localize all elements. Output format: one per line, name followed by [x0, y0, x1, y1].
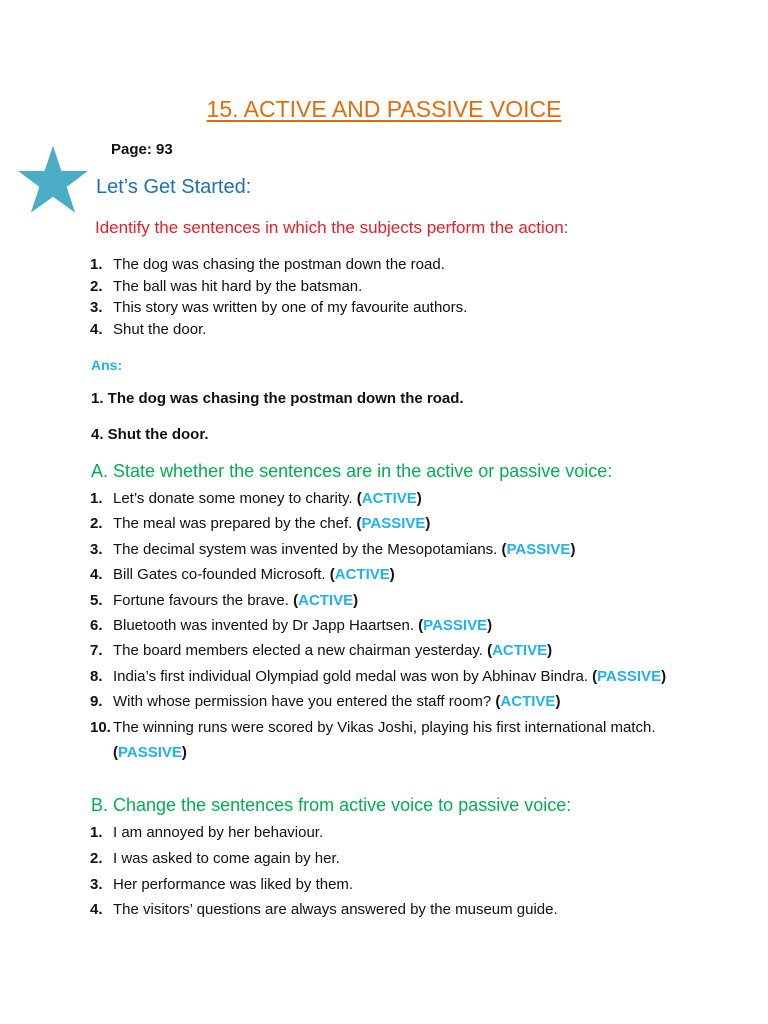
voice-tag: ACTIVE [298, 591, 354, 609]
item-text: India’s first individual Olympiad gold medal was won by Abhinav Bindra. [113, 667, 593, 685]
item-text: Bluetooth was invented by Dr Japp Haartsen. [113, 617, 419, 635]
item-number: 9. [90, 693, 103, 711]
item-number: 7. [90, 642, 103, 660]
answer-line: 4. Shut the door. [91, 426, 209, 443]
list-item: 3. The decimal system was invented by the Mesopotamians. (PASSIVE) [90, 537, 673, 562]
voice-tag: ACTIVE [500, 693, 556, 711]
identify-heading: Identify the sentences in which the subjects perform the action: [95, 218, 569, 237]
list-item [90, 846, 558, 872]
star-icon [14, 142, 92, 218]
item-text: The visitors’ questions are always answered by the museum guide. [113, 901, 558, 919]
voice-tag: PASSIVE [118, 744, 182, 762]
page-title: 15. ACTIVE AND PASSIVE VOICE [206, 96, 562, 122]
item-text: Her performance was liked by them. [113, 875, 354, 893]
list-item: 6. Bluetooth was invented by Dr Japp Haartsen. (PASSIVE) [90, 613, 673, 638]
lets-get-started-heading: Let’s Get Started: [96, 176, 252, 198]
item-number: 2. [90, 515, 103, 533]
item-text: The meal was prepared by the chef. [113, 515, 357, 533]
item-number: 2. [90, 277, 103, 295]
item-text: Let’s donate some money to charity. [113, 490, 357, 507]
item-number: 10. [90, 718, 111, 736]
list-item: 10. The winning runs were scored by Vikas Joshi, playing his first international match. (PASSIVE) [90, 715, 673, 766]
list-item [90, 276, 467, 298]
list-item: 7. The board members elected a new chairman yesterday. (ACTIVE) [90, 638, 673, 663]
voice-tag: PASSIVE [597, 667, 662, 685]
item-text: I was asked to come again by her. [113, 849, 340, 867]
section-b-heading: B. Change the sentences from active voice to passive voice: [91, 795, 572, 815]
identify-list [90, 254, 467, 340]
item-text: The ball was hit hard by the batsman. [113, 277, 363, 295]
item-number: 8. [90, 667, 103, 685]
item-number: 3. [90, 299, 103, 317]
item-number: 4. [90, 320, 103, 338]
list-item: 8. India’s first individual Olympiad gold medal was won by Abhinav Bindra. (PASSIVE) [90, 664, 673, 689]
item-number: 1. [90, 256, 103, 273]
voice-tag: ACTIVE [492, 642, 548, 660]
answer-label: Ans: [91, 357, 123, 373]
item-text: Bill Gates co-founded Microsoft. [113, 566, 330, 584]
item-text: Shut the door. [113, 320, 207, 338]
answer-line: 1. The dog was chasing the postman down the road. [91, 390, 464, 407]
voice-tag: PASSIVE [423, 617, 488, 635]
item-text: The dog was chasing the postman down the road. [113, 256, 445, 273]
list-item [90, 297, 467, 319]
item-number: 2. [90, 849, 103, 867]
item-number: 3. [90, 875, 103, 893]
item-text: With whose permission have you entered the staff room? [113, 693, 496, 711]
item-text: This story was written by one of my favourite authors. [113, 299, 468, 317]
list-item: 9. With whose permission have you entered the staff room? (ACTIVE) [90, 689, 673, 714]
section-a-list [90, 486, 673, 765]
voice-tag: ACTIVE [361, 490, 417, 507]
voice-tag: PASSIVE [506, 540, 571, 558]
section-a-heading: A. State whether the sentences are in the active or passive voice: [91, 461, 613, 481]
item-number: 4. [90, 901, 103, 919]
list-item [90, 254, 467, 276]
item-text: Fortune favours the brave. [113, 591, 294, 609]
list-item: 1. Let’s donate some money to charity. (ACTIVE) [90, 486, 673, 511]
star-shape [18, 146, 88, 213]
item-number: 3. [90, 540, 103, 558]
item-number: 1. [90, 490, 103, 507]
item-number: 4. [90, 566, 103, 584]
list-item: 5. Fortune favours the brave. (ACTIVE) [90, 588, 673, 613]
voice-tag: PASSIVE [361, 515, 426, 533]
list-item [90, 897, 558, 923]
list-item: 2. The meal was prepared by the chef. (PASSIVE) [90, 511, 673, 536]
voice-tag: ACTIVE [334, 566, 390, 584]
list-item [90, 872, 558, 898]
item-number: 6. [90, 617, 103, 635]
list-item [90, 319, 467, 341]
item-text: The decimal system was invented by the Mesopotamians. [113, 540, 502, 558]
item-text: The board members elected a new chairman yesterday. [113, 642, 488, 660]
item-text: The winning runs were scored by Vikas Joshi, playing his first international match. [113, 718, 656, 736]
item-number: 5. [90, 591, 103, 609]
page-number-label: Page: 93 [111, 141, 173, 158]
section-b-list [90, 820, 558, 923]
item-number: 1. [90, 824, 103, 841]
list-item [90, 820, 558, 846]
list-item: 4. Bill Gates co-founded Microsoft. (ACTIVE) [90, 562, 673, 587]
item-text: I am annoyed by her behaviour. [113, 824, 324, 841]
